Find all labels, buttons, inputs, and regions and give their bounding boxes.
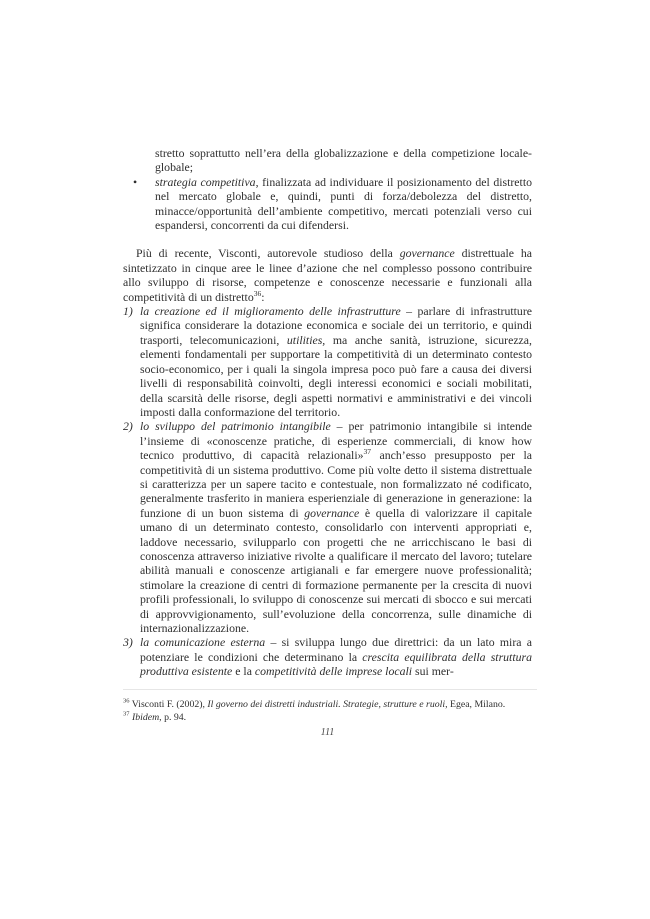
paragraph <box>123 246 532 304</box>
text-run: ma anche sanità, istruzione, sicurezza, elementi fondamentali per supportare la competitività di un determinato contesto socio-economico, per i quali la singola impresa poco può fare a causa dei diversi livelli di responsabilità coinvolti, degli interessi economici e sociali mobilitati, della scarsità delle risorse, degli aspetti normativi e amministrativi e dei vincoli imposti dalla conformazione del territorio. <box>140 332 532 419</box>
text-run: stretto soprattutto nell’era della globalizzazione e della competizione locale-globale; <box>155 146 532 175</box>
footnote-number: 36 <box>123 697 130 705</box>
text-run: è quella di valorizzare il capitale umano di un determinato contesto, consolidarlo con interventi appropriati e, laddove necessario, svilupparlo con progetti che ne arricchiscano le basi di conoscenza attraverso iniziative rivolte a qualificare il mercato del lavoro; tutelare abilità manuali e conoscenze artigianali e far emergere nuove professionalità; stimolare la creazione di centri di formazione permanente per la crescita di nuovi profili professionali, lo sviluppo di conoscenze sui mercati di sbocco e sui mercati di approvvigionamento, sull’evoluzione della concorrenza, sulle dinamiche di internazionalizzazione. <box>140 505 532 635</box>
bullet-marker: • <box>133 174 138 189</box>
text-run: anch’esso presupposto per la competitività di un sistema produttivo. Come più volte detto il sistema distrettuale si caratterizza per un sapere tacito e contestuale, non formalizzato né codificato, generalmente trasferito in maniera esperienziale di generazione in generazione: la funzione di un buon sistema di <box>140 448 533 520</box>
text-run: Visconti F. (2002), <box>129 699 208 710</box>
text-run: competitività delle imprese locali <box>254 664 413 679</box>
text-run: e la <box>232 664 255 679</box>
text-run: governance <box>399 246 455 261</box>
list-number-marker: 2) <box>123 419 133 434</box>
body-text-block <box>123 146 532 679</box>
text-run: governance <box>304 505 360 520</box>
text-run: distrettuale ha sintetizzato in cinque aree le linee d’azione che nel complesso possono contribuire allo sviluppo di risorse, competenze e conoscenze necessarie e funzionali alla competitività di un distretto <box>123 246 532 304</box>
footnote-separator <box>123 689 537 690</box>
text-run: – si sviluppa lungo due direttrici: da un lato mira a potenziare le condizioni che determinano la <box>140 635 532 664</box>
page-number: 111 <box>320 727 335 738</box>
list-number-marker: 3) <box>123 635 133 650</box>
text-run: crescita equilibrata della struttura produttiva esistente <box>140 649 532 679</box>
numbered-list-item <box>123 635 532 678</box>
paragraph-fragment <box>123 146 532 175</box>
footnote-number: 37 <box>123 710 130 718</box>
text-run: sui mer- <box>412 664 454 679</box>
text-run: Il governo dei distretti industriali. Strategie, strutture e ruoli <box>207 699 446 710</box>
numbered-list-item <box>123 419 532 635</box>
text-run: strategia competitiva <box>155 174 256 189</box>
footnotes-section <box>123 689 537 724</box>
text-run: utilities, <box>286 332 326 347</box>
text-run: Più di recente, Visconti, autorevole studioso della <box>136 246 400 261</box>
text-run: lo sviluppo del patrimonio intangibile <box>140 419 331 434</box>
text-run: – parlare di infrastrutture significa considerare la dotazione economica e sociale dei un territorio, e quindi trasporti, telecomunicazioni, <box>140 304 532 347</box>
text-run: la comunicazione esterna <box>140 635 266 650</box>
text-run: , finalizzata ad individuare il posizionamento del distretto nel mercato globale e, quindi, punti di forza/debolezza del distretto, minacce/opportunità dell’ambiente competitivo, mercati potenziali verso cui espandersi, concorrenti da cui difendersi. <box>155 174 532 233</box>
list-number-marker: 1) <box>123 304 133 319</box>
footnote-reference: 37 <box>363 447 372 457</box>
text-run: , Egea, Milano. <box>445 699 506 710</box>
text-run: – per patrimonio intangibile si intende l’insieme di «conoscenze pratiche, di esperienze commerciali, di know how tecnico produttivo, di capacità relazionali» <box>140 419 532 463</box>
text-run: la creazione ed il miglioramento delle infrastrutture <box>140 304 401 319</box>
footnote <box>123 711 537 724</box>
bullet-list-item <box>123 175 532 233</box>
footnote-reference: 36 <box>253 288 262 298</box>
footnote <box>123 698 537 711</box>
numbered-list-item <box>123 304 532 419</box>
text-run: : <box>261 289 265 304</box>
text-run: , p. 94. <box>159 712 187 723</box>
text-run: Ibidem <box>131 712 160 723</box>
